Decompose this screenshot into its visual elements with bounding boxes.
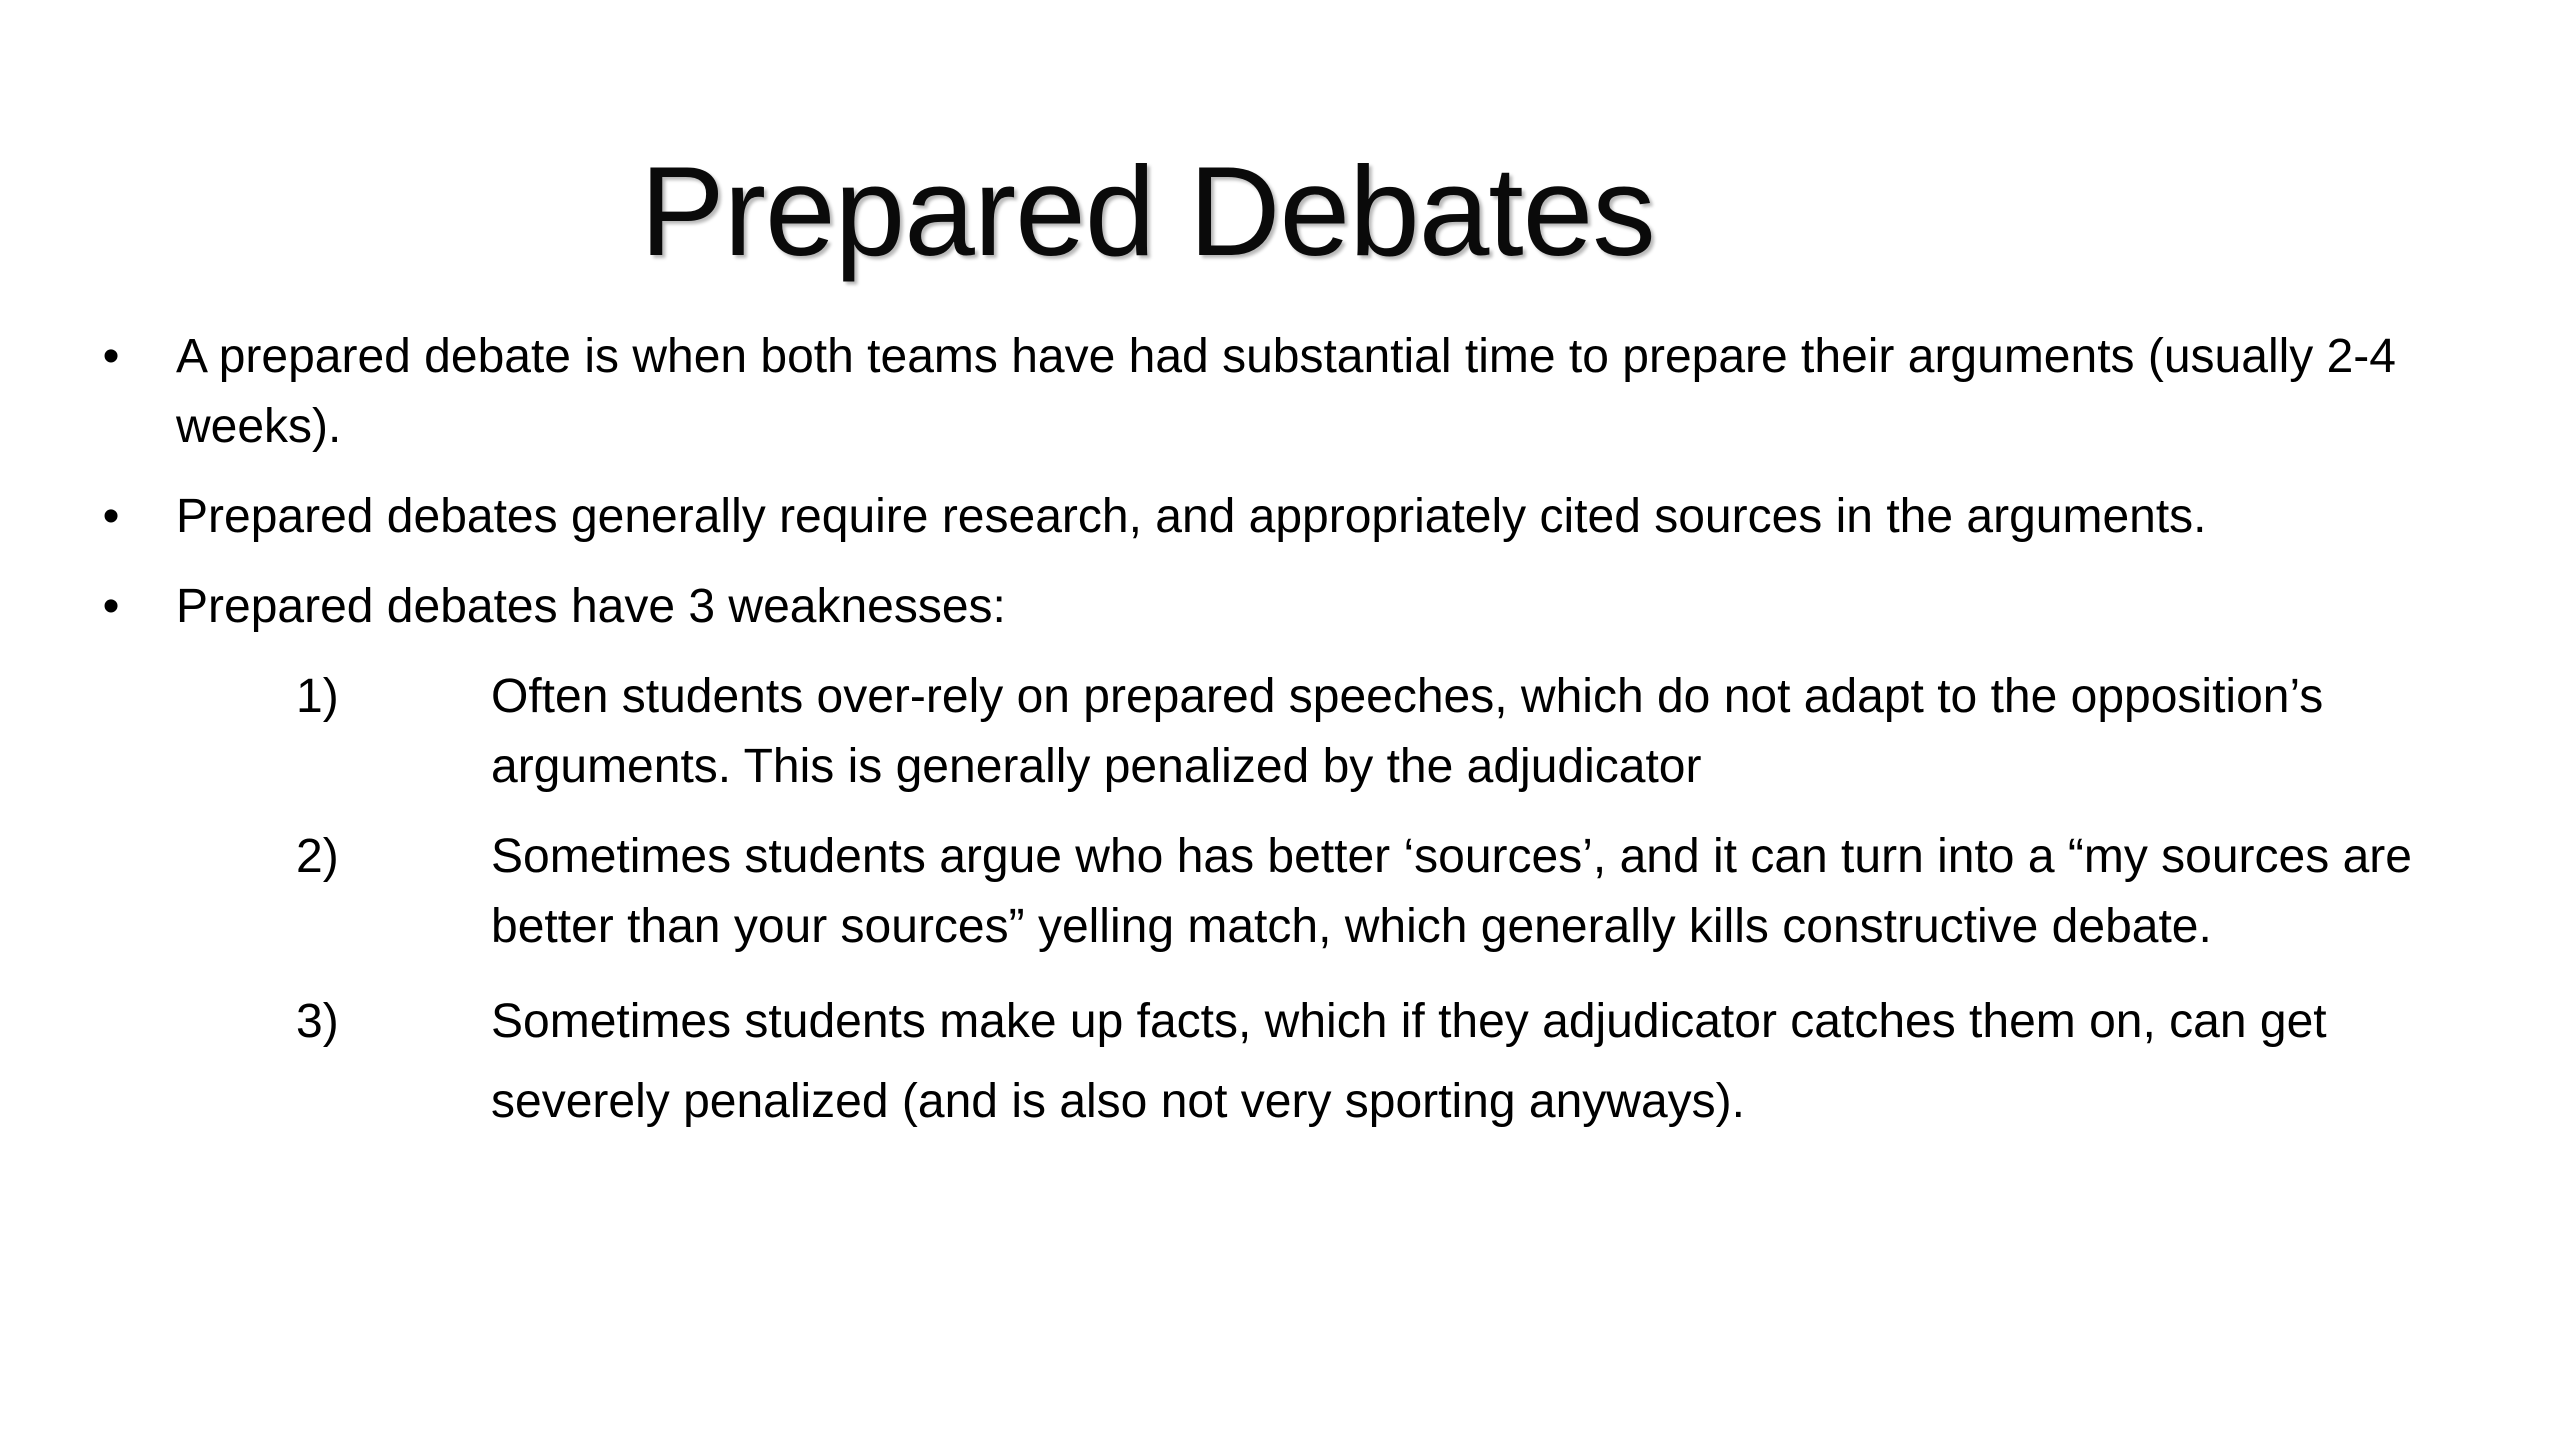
bullet-item [96, 482, 2496, 552]
bullet-text: Prepared debates generally require research, and appropriately cited sources in the arguments. [176, 490, 2207, 543]
bullet-text: A prepared debate is when both teams have had substantial time to prepare their arguments (usually 2-4 weeks). [176, 330, 2396, 453]
bullet-marker: • [102, 580, 120, 633]
weakness-text: Often students over-rely on prepared speeches, which do not adapt to the opposition’s arguments. This is generally penalized by the adjudicator [491, 670, 2324, 793]
bullet-marker: • [102, 490, 120, 543]
bullet-marker: • [102, 330, 120, 383]
weakness-text: Sometimes students argue who has better ‘sources’, and it can turn into a “my sources are better than your sources” yelling match, which generally kills constructive debate. [491, 830, 2412, 953]
weakness-number: 2) [296, 830, 339, 883]
weakness-number: 3) [296, 995, 339, 1048]
slide-content [96, 322, 2496, 1162]
slide-title: Prepared Debates [640, 140, 1655, 282]
weakness-item [96, 822, 2496, 962]
bullet-text: Prepared debates have 3 weaknesses: [176, 580, 1006, 633]
weakness-text: Sometimes students make up facts, which if they adjudicator catches them on, can get severely penalized (and is also not very sporting anyways). [491, 995, 2327, 1128]
weakness-item [96, 982, 2496, 1142]
weakness-item [96, 662, 2496, 802]
bullet-item [96, 322, 2496, 462]
bullet-item [96, 572, 2496, 642]
weakness-number: 1) [296, 670, 339, 723]
